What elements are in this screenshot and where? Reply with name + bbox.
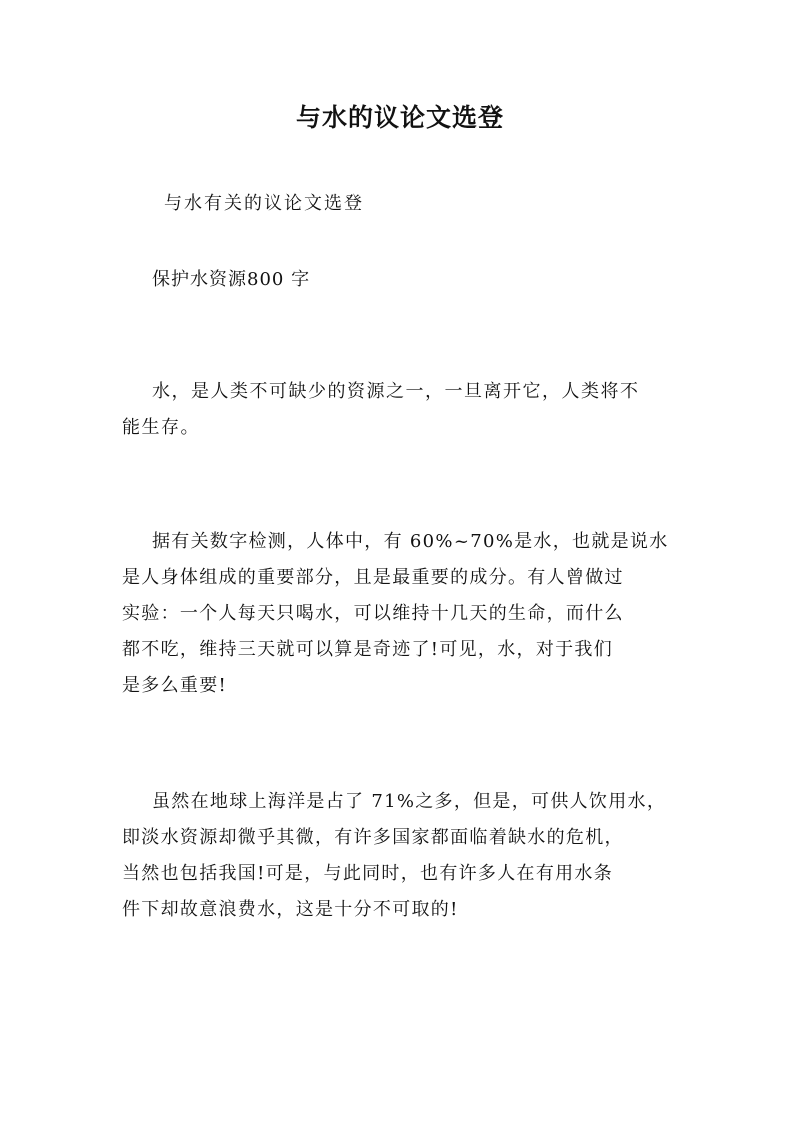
paragraph-line: 即淡水资源却微乎其微，有许多国家都面临着缺水的危机， (122, 827, 624, 848)
document-title: 与水的议论文选登 (295, 103, 504, 132)
paragraph-line: 是人身体组成的重要部分，且是最重要的成分。有人曾做过 (122, 567, 624, 588)
paragraph-1 (122, 374, 692, 446)
paragraph-line: 是多么重要! (122, 675, 228, 696)
section-heading: 保护水资源800 字 (152, 269, 311, 290)
paragraph-line: 水，是人类不可缺少的资源之一，一旦离开它，人类将不 (152, 381, 640, 402)
paragraph-line: 据有关数字检测，人体中，有 60%~70%是水，也就是说水 (152, 531, 669, 552)
paragraph-3 (122, 784, 692, 928)
paragraph-line: 虽然在地球上海洋是占了 71%之多，但是，可供人饮用水， (152, 791, 667, 812)
paragraph-line: 当然也包括我国!可是，与此同时，也有许多人在有用水条 (122, 863, 614, 884)
paragraph-line: 实验：一个人每天只喝水，可以维持十几天的生命，而什么 (122, 603, 624, 624)
paragraph-line: 件下却故意浪费水，这是十分不可取的! (122, 899, 459, 920)
paragraph-line: 能生存。 (122, 417, 200, 438)
paragraph-line: 都不吃，维持三天就可以算是奇迹了!可见，水，对于我们 (122, 639, 614, 660)
document-subtitle: 与水有关的议论文选登 (164, 193, 364, 214)
paragraph-2 (122, 524, 692, 704)
